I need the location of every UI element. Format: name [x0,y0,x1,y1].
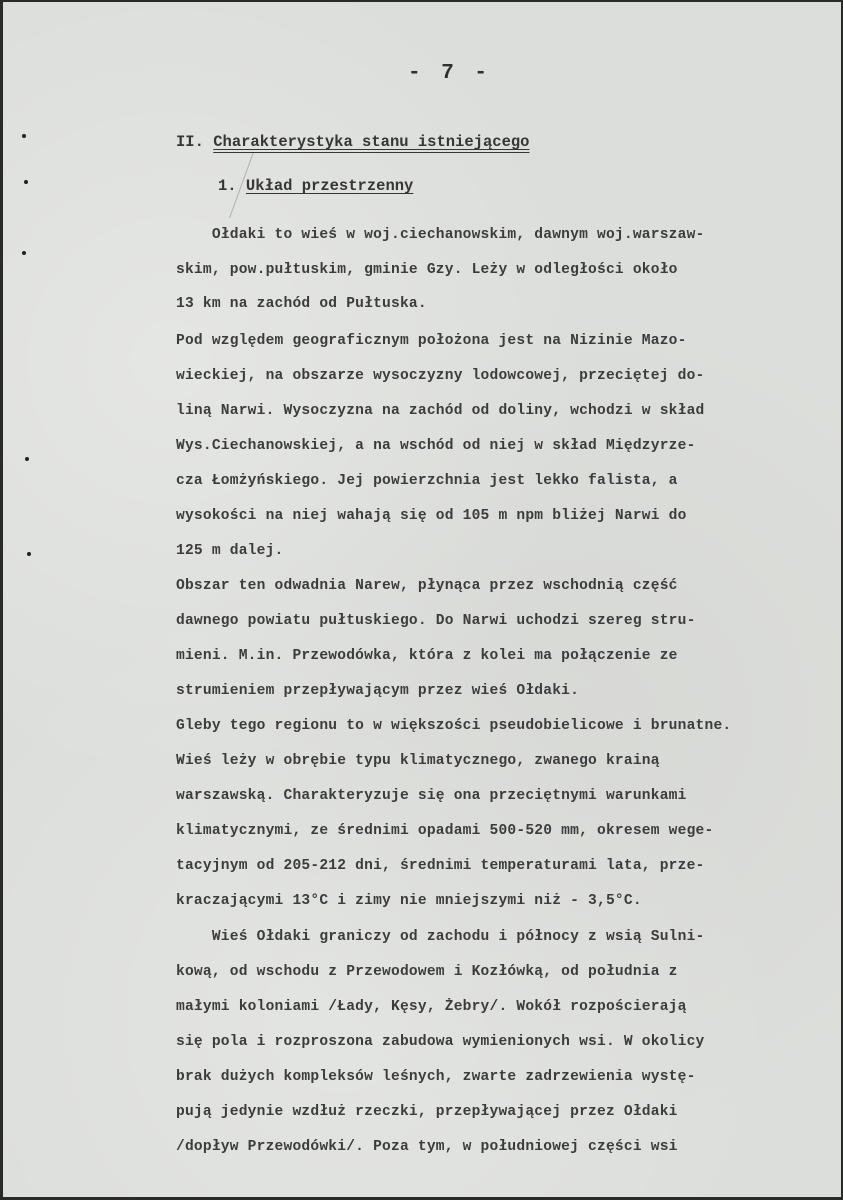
text-line: Wys.Ciechanowskiej, a na wschód od niej w skład Międzyrze- [176,438,696,454]
text-line: Ołdaki to wieś w woj.ciechanowskim, dawnym woj.warszaw- [176,227,705,243]
text-line: mieni. M.in. Przewodówka, która z kolei ma połączenie ze [176,648,678,664]
text-line: dawnego powiatu pułtuskiego. Do Narwi uchodzi szereg stru- [176,613,696,629]
text-line: Gleby tego regionu to w większości pseudobielicowe i brunatne. [176,718,732,734]
margin-hole-dot [25,457,29,461]
text-line: Obszar ten odwadnia Narew, płynąca przez wschodnią część [176,578,678,594]
text-line: wysokości na niej wahają się od 105 m npm bliżej Narwi do [176,508,687,524]
text-line: tacyjnym od 205-212 dni, średnimi temperaturami lata, prze- [176,858,705,874]
section-heading [176,133,529,151]
text-line: strumieniem przepływającym przez wieś Ołdaki. [176,683,580,699]
text-line: brak dużych kompleksów leśnych, zwarte zadrzewienia wystę- [176,1069,696,1085]
text-line: /dopływ Przewodówki/. Poza tym, w południowej części wsi [176,1139,678,1155]
text-line: wieckiej, na obszarze wysoczyzny lodowcowej, przeciętej do- [176,368,705,384]
text-line: cza Łomżyńskiego. Jej powierzchnia jest lekko falista, a [176,473,678,489]
text-line: 125 m dalej. [176,543,284,559]
document-page [3,2,841,1197]
text-line: kową, od wschodu z Przewodowem i Kozłówką, od południa z [176,964,678,980]
text-line: Pod względem geograficznym położona jest na Nizinie Mazo- [176,333,687,349]
text-line: klimatycznymi, ze średnimi opadami 500-520 mm, okresem wege- [176,823,714,839]
text-line: się pola i rozproszona zabudowa wymienionych wsi. W okolicy [176,1034,705,1050]
text-line: małymi koloniami /Łady, Kęsy, Żebry/. Wokół rozpościerają [176,999,687,1015]
margin-hole-dot [22,251,26,255]
text-line: 13 km na zachód od Pułtuska. [176,296,427,312]
margin-hole-dot [24,180,28,184]
text-line: Wieś Ołdaki graniczy od zachodu i północy z wsią Sulni- [176,929,705,945]
subsection-number: 1. [218,177,237,195]
page-number: - 7 - [408,62,492,85]
section-number: II. [176,133,204,151]
section-title: Charakterystyka stanu istniejącego [213,133,530,151]
subsection-title: Układ przestrzenny [245,177,414,195]
margin-hole-dot [22,134,26,138]
margin-hole-dot [27,552,31,556]
text-line: warszawską. Charakteryzuje się ona przeciętnymi warunkami [176,788,687,804]
text-line: liną Narwi. Wysoczyzna na zachód od doliny, wchodzi w skład [176,403,705,419]
text-line: kraczającymi 13°C i zimy nie mniejszymi niż - 3,5°C. [176,893,642,909]
subsection-heading [218,177,413,195]
text-line: Wieś leży w obrębie typu klimatycznego, zwanego krainą [176,753,660,769]
text-line: pują jedynie wzdłuż rzeczki, przepływającej przez Ołdaki [176,1104,678,1120]
text-line: skim, pow.pułtuskim, gminie Gzy. Leży w odległości około [176,262,678,278]
